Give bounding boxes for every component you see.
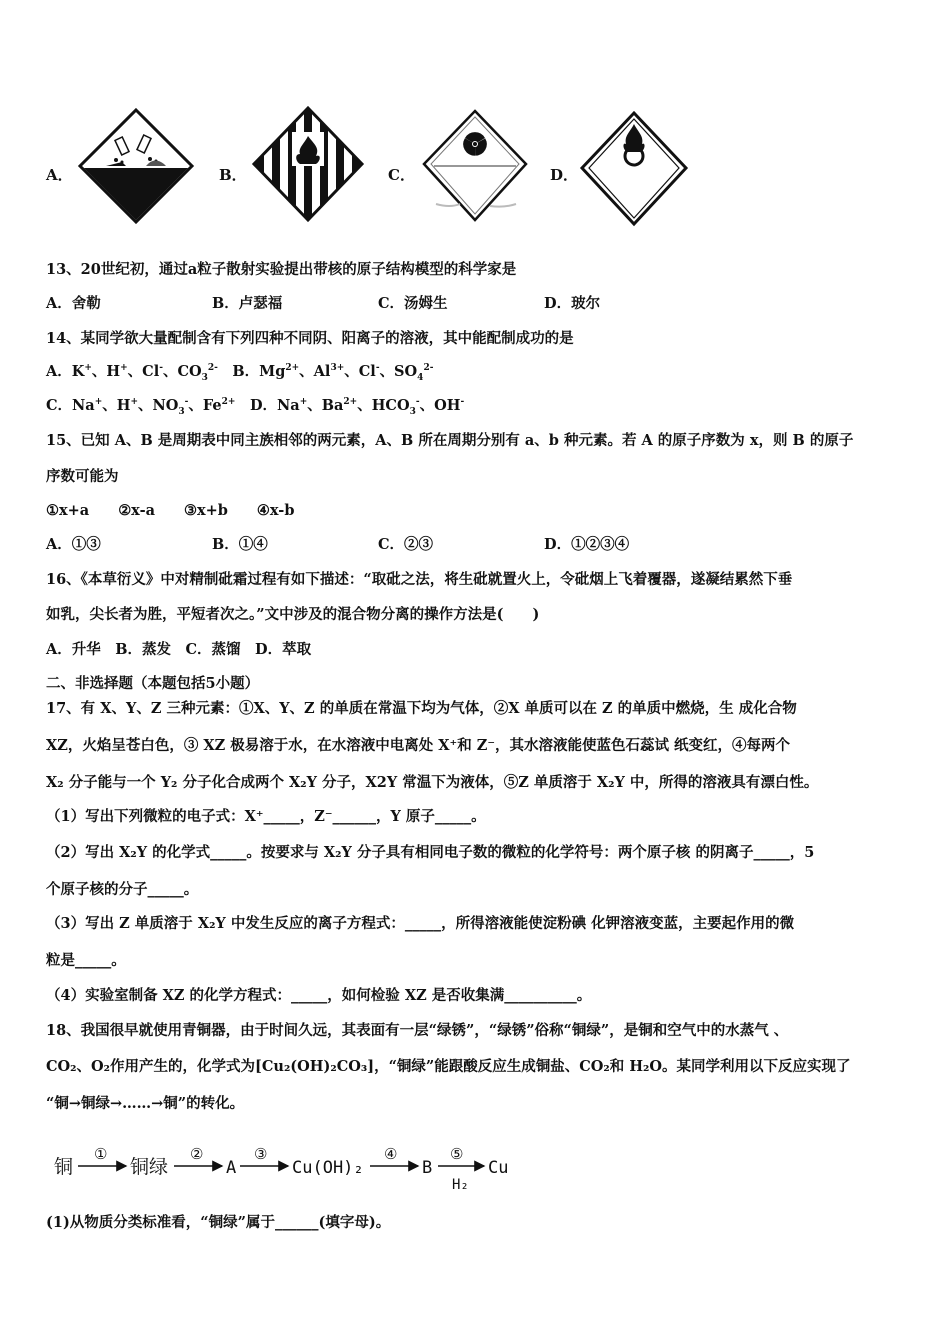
flow-node-cuoh2: Cu(OH)₂ bbox=[292, 1158, 364, 1178]
q13-option-c[interactable]: C．汤姆生 bbox=[378, 295, 448, 312]
q17-part2-line1: （2）写出 X₂Y 的化学式_____。按要求与 X₂Y 分子具有相同电子数的微粒的化学符号：两个原子核 的阴离子_____，5 bbox=[46, 844, 815, 861]
q17-part1: （1）写出下列微粒的电子式：X⁺_____，Z⁻______，Y 原子_____。 bbox=[46, 808, 486, 825]
q18-line2: CO₂、O₂作用产生的，化学式为[Cu₂(OH)₂CO₃]，“铜绿”能跟酸反应生成铜盐、CO₂和 H₂O。某同学利用以下反应实现了 bbox=[46, 1058, 851, 1075]
section-2-heading: 二、非选择题（本题包括5小题） bbox=[46, 675, 260, 692]
corrosive-sign-icon bbox=[76, 108, 196, 226]
flow-node-copper: 铜 bbox=[54, 1156, 74, 1178]
q16-stem-line2: 如乳，尖长者为胜，平短者次之。”文中涉及的混合物分离的操作方法是( ) bbox=[46, 606, 540, 623]
q15-option-a[interactable]: A．①③ bbox=[46, 536, 101, 553]
q14-option-b[interactable]: B．$Mg^{2+}$、$Al^{3+}$、Cl-、$SO_4^{2-}$ bbox=[232, 363, 434, 383]
flow-step-3: ③ bbox=[254, 1145, 268, 1163]
q17-line3: X₂ 分子能与一个 Y₂ 分子化合成两个 X₂Y 分子，X2Y 常温下为液体，⑤Z 单质溶于 X₂Y 中，所得的溶液具有漂白性。 bbox=[46, 774, 819, 791]
q18-line3: “铜→铜绿→……→铜”的转化。 bbox=[46, 1095, 245, 1112]
q14-stem: 14、某同学欲大量配制含有下列四种不同阴、阳离子的溶液，其中能配制成功的是 bbox=[46, 330, 574, 347]
q13-option-a[interactable]: A．舍勒 bbox=[46, 295, 101, 312]
q14-option-d[interactable]: D．Na+、$Ba^{2+}$、$HCO_3^-$、OH- bbox=[249, 397, 465, 417]
flow-step-5: ⑤ bbox=[450, 1145, 464, 1163]
q14-options-ab bbox=[46, 362, 433, 382]
q14-option-c[interactable]: C．Na+、H+、$NO_3^-$、$Fe^{2+}$ bbox=[46, 397, 236, 417]
q17-part4: （4）实验室制备 XZ 的化学方程式：_____，如何检验 XZ 是否收集满__________。 bbox=[46, 987, 592, 1004]
q15-option-b[interactable]: B．①④ bbox=[212, 536, 268, 553]
flow-step-2: ② bbox=[190, 1145, 204, 1163]
q15-option-d[interactable]: D．①②③④ bbox=[544, 536, 630, 553]
oxidizer-sign-icon bbox=[578, 110, 690, 228]
q13-options bbox=[46, 294, 600, 314]
flow-node-b: B bbox=[422, 1158, 433, 1178]
flammable-solid-sign-icon bbox=[250, 104, 366, 224]
radioactive-sign-icon bbox=[420, 108, 530, 224]
flow-step-1: ① bbox=[94, 1145, 108, 1163]
flow-condition-h2: H₂ bbox=[452, 1177, 469, 1193]
q14-option-a[interactable]: A．K+、H+、Cl-、$CO_3^{2-}$ bbox=[46, 363, 218, 383]
q15-stem-line2: 序数可能为 bbox=[46, 468, 119, 485]
q17-part3-line1: （3）写出 Z 单质溶于 X₂Y 中发生反应的离子方程式：_____，所得溶液能使淀粉碘 化钾溶液变蓝，主要起作用的微 bbox=[46, 915, 795, 932]
q16-options[interactable]: A．升华 B．蒸发 C．蒸馏 D．萃取 bbox=[46, 641, 312, 658]
q15-options bbox=[46, 535, 629, 555]
q16-stem-line1: 16、《本草衍义》中对精制砒霜过程有如下描述：“取砒之法，将生砒就置火上，令砒烟上飞着覆器，遂凝结累然下垂 bbox=[46, 571, 793, 588]
q13-option-d[interactable]: D．玻尔 bbox=[544, 295, 601, 312]
q15-stem-line1: 15、已知 A、B 是周期表中同主族相邻的两元素，A、B 所在周期分别有 a、b 种元素。若 A 的原子序数为 x，则 B 的原子 bbox=[46, 432, 854, 449]
flow-node-cu: Cu bbox=[488, 1158, 509, 1178]
option-b-label: B． bbox=[219, 166, 247, 184]
option-d-label: D． bbox=[550, 166, 579, 184]
flow-node-a: A bbox=[226, 1158, 237, 1178]
q15-items: ①x+a ②x-a ③x+b ④x-b bbox=[46, 502, 295, 519]
q18-part1: (1)从物质分类标准看，“铜绿”属于______(填字母)。 bbox=[46, 1214, 391, 1231]
q17-part3-line2: 粒是_____。 bbox=[46, 952, 126, 969]
q13-stem: 13、20世纪初，通过a粒子散射实验提出带核的原子结构模型的科学家是 bbox=[46, 261, 517, 278]
option-c-label: C． bbox=[388, 166, 415, 184]
flow-step-4: ④ bbox=[384, 1145, 398, 1163]
q14-options-cd bbox=[46, 396, 464, 416]
reaction-flow bbox=[46, 1135, 526, 1195]
q17-part2-line2: 个原子核的分子_____。 bbox=[46, 881, 199, 898]
q17-line1: 17、有 X、Y、Z 三种元素：①X、Y、Z 的单质在常温下均为气体，②X 单质可以在 Z 的单质中燃烧，生 成化合物 bbox=[46, 700, 797, 717]
option-a-label: A． bbox=[46, 166, 73, 184]
q18-line1: 18、我国很早就使用青铜器，由于时间久远，其表面有一层“绿锈”，“绿锈”俗称“铜绿”，是铜和空气中的水蒸气 、 bbox=[46, 1022, 789, 1039]
q17-line2: XZ，火焰呈苍白色，③ XZ 极易溶于水，在水溶液中电离处 X⁺和 Z⁻，其水溶液能使蓝色石蕊试 纸变红，④每两个 bbox=[46, 737, 791, 754]
flow-node-verdigris: 铜绿 bbox=[130, 1156, 169, 1178]
q15-option-c[interactable]: C．②③ bbox=[378, 536, 434, 553]
q13-option-b[interactable]: B．卢瑟福 bbox=[212, 295, 283, 312]
